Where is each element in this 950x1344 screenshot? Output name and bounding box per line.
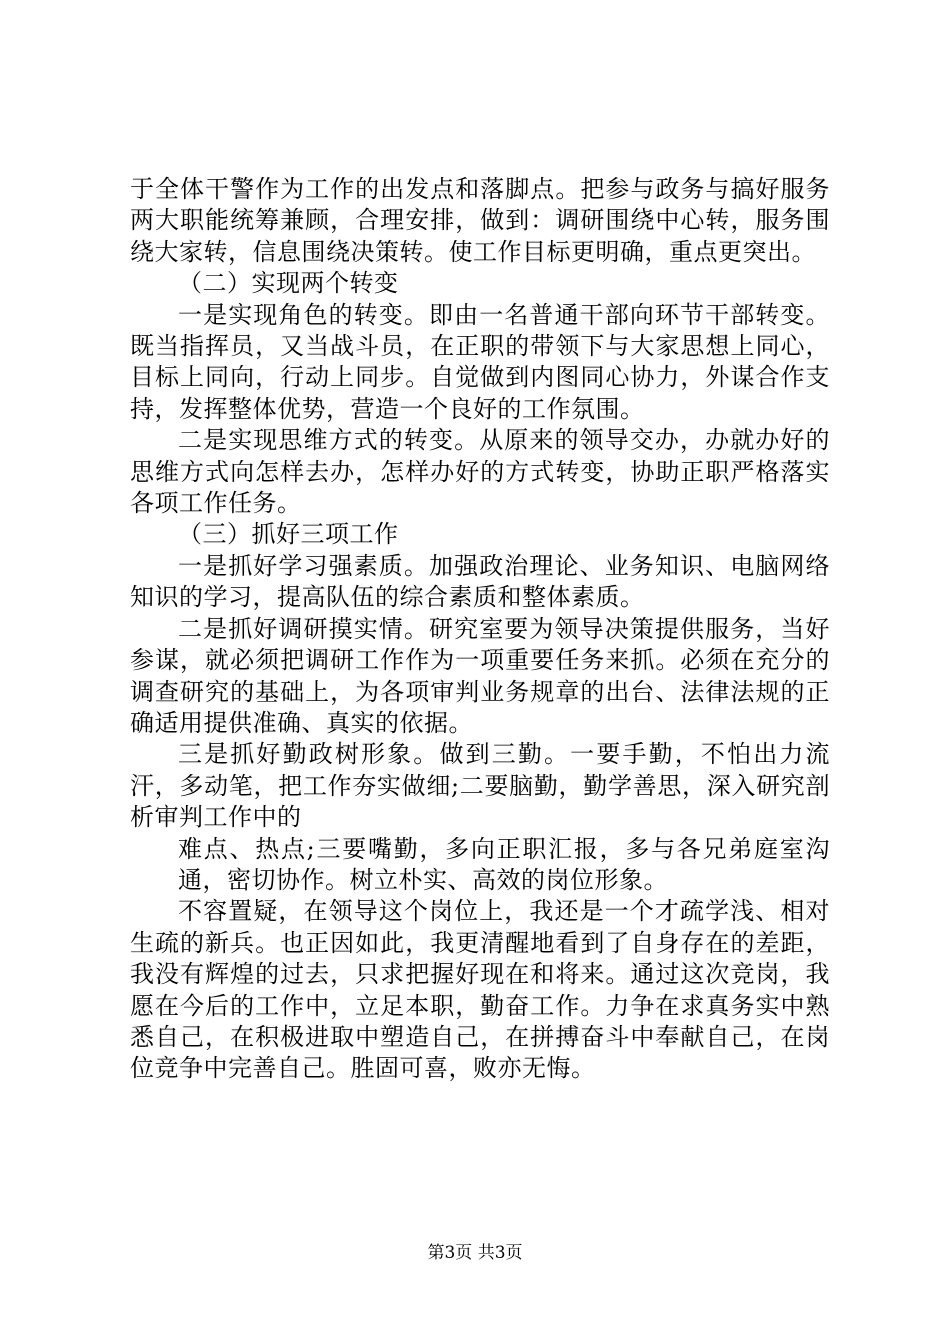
paragraph-thinking-change: 二是实现思维方式的转变。从原来的领导交办，办就办好的思维方式向怎样去办，怎样办好的方式转变，协助正职严格落实各项工作任务。 <box>130 426 830 518</box>
paragraph-conclusion: 不容置疑，在领导这个岗位上，我还是一个才疏学浅、相对生疏的新兵。也正因如此，我更清醒地看到了自身存在的差距，我没有辉煌的过去，只求把握好现在和将来。通过这次竞岗，我愿在今后的工作中，立足本职，勤奋工作。力争在求真务实中熟悉自己，在积极进取中塑造自己，在拼搏奋斗中奉献自己，在岗位竞争中完善自己。胜固可喜，败亦无悔。 <box>130 897 830 1083</box>
section-heading-two-changes: （二）实现两个转变 <box>178 269 399 298</box>
paragraph-study: 一是抓好学习强素质。加强政治理论、业务知识、电脑网络知识的学习，提高队伍的综合素质和整体素质。 <box>130 551 830 612</box>
paragraph-research: 二是抓好调研摸实情。研究室要为领导决策提供服务，当好参谋，就必须把调研工作作为一项重要任务来抓。必须在充分的调查研究的基础上，为各项审判业务规章的出台、法律法规的正确适用提供准确、真实的依据。 <box>130 614 830 737</box>
paragraph-continued: 于全体干警作为工作的出发点和落脚点。把参与政务与搞好服务两大职能统筹兼顾，合理安排，做到：调研围绕中心转，服务围绕大家转，信息围绕决策转。使工作目标更明确，重点更突出。 <box>130 175 830 266</box>
section-heading-three-tasks: （三）抓好三项工作 <box>178 520 399 549</box>
paragraph-diligence-continued: 难点、热点;三要嘴勤，多向正职汇报，多与各兄弟庭室沟通，密切协作。树立朴实、高效的岗位形象。 <box>178 834 830 894</box>
document-body <box>130 174 830 1085</box>
paragraph-diligence: 三是抓好勤政树形象。做到三勤。一要手勤，不怕出力流汗，多动笔，把工作夯实做细;二要脑勤，勤学善思，深入研究剖析审判工作中的 <box>130 740 830 832</box>
paragraph-role-change: 一是实现角色的转变。即由一名普通干部向环节干部转变。既当指挥员，又当战斗员，在正职的带领下与大家思想上同心，目标上同向，行动上同步。自觉做到内图同心协力，外谋合作支持，发挥整体优势，营造一个良好的工作氛围。 <box>130 300 830 423</box>
page-footer: 第3页 共3页 <box>427 1243 523 1263</box>
